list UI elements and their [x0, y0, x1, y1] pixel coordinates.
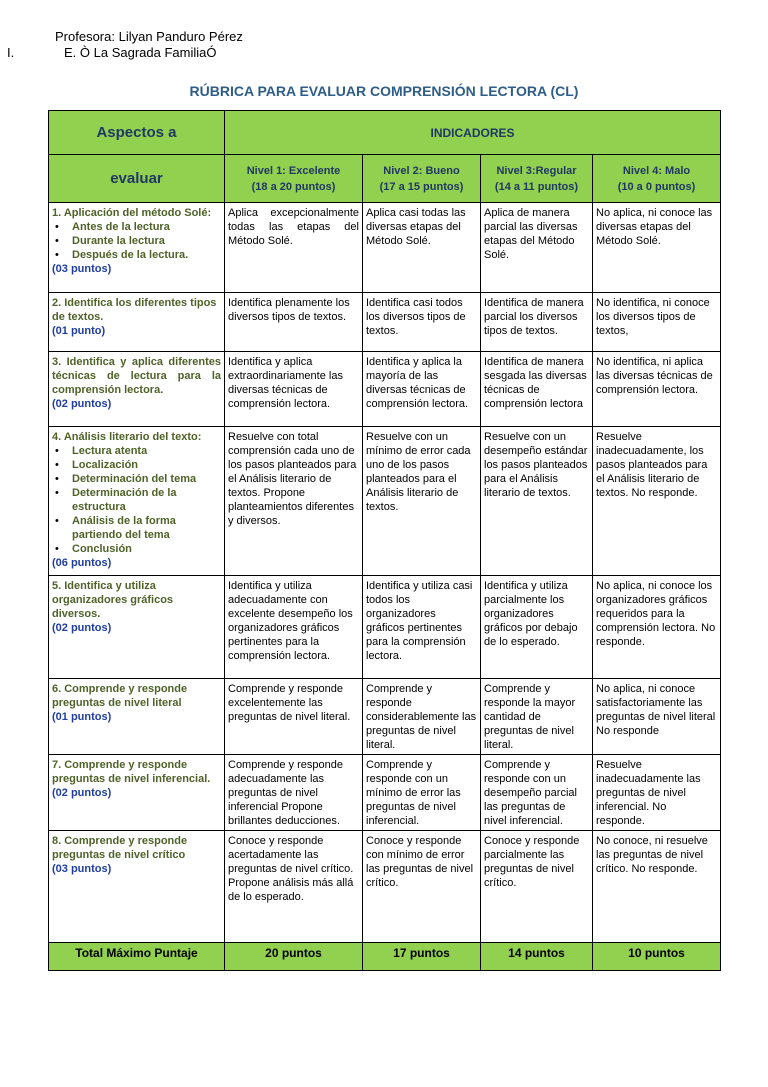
teacher-name: Profesora: Lilyan Panduro Pérez: [55, 29, 243, 44]
indicator-cell: Resuelve inadecuadamente las preguntas de nivel inferencial. No responde.: [593, 755, 721, 831]
indicator-cell: Identifica plenamente los diversos tipos de textos.: [225, 293, 363, 352]
aspect-header-top: Aspectos a: [49, 111, 225, 155]
level-header: Nivel 3:Regular (14 a 11 puntos): [481, 155, 593, 203]
table-row: [49, 576, 721, 679]
table-row: [49, 203, 721, 293]
indicators-header: INDICADORES: [225, 111, 721, 155]
list-number: I.: [7, 45, 15, 60]
indicator-cell: Comprende y responde la mayor cantidad de preguntas de nivel literal.: [481, 679, 593, 755]
indicator-cell: Identifica casi todos los diversos tipos de textos.: [363, 293, 481, 352]
aspect-cell: 7. Comprende y responde preguntas de nivel inferencial. (02 puntos): [49, 755, 225, 831]
indicator-cell: Comprende y responde considerablemente las preguntas de nivel literal.: [363, 679, 481, 755]
indicator-cell: Comprende y responde adecuadamente las preguntas de nivel inferencial Propone brillantes deducciones.: [225, 755, 363, 831]
indicator-cell: Aplica excepcionalmente todas las etapas del Método Solé.: [225, 203, 363, 293]
indicator-cell: No conoce, ni resuelve las preguntas de nivel crítico. No responde.: [593, 831, 721, 943]
indicator-cell: No identifica, ni conoce los diversos tipos de textos,: [593, 293, 721, 352]
list-item: • Durante la lectura: [72, 234, 221, 248]
total-row: [49, 943, 721, 971]
indicator-cell: Identifica y utiliza parcialmente los organizadores gráficos por debajo de lo esperado.: [481, 576, 593, 679]
aspect-cell: 8. Comprende y responde preguntas de nivel crítico (03 puntos): [49, 831, 225, 943]
indicator-cell: Identifica de manera parcial los diversos tipos de textos.: [481, 293, 593, 352]
total-value: 20 puntos: [225, 943, 363, 971]
indicator-cell: Comprende y responde excelentemente las preguntas de nivel literal.: [225, 679, 363, 755]
list-item: • Conclusión: [72, 542, 221, 556]
indicator-cell: Conoce y responde parcialmente las preguntas de nivel crítico.: [481, 831, 593, 943]
level-header: Nivel 2: Bueno (17 a 15 puntos): [363, 155, 481, 203]
page-title: RÚBRICA PARA EVALUAR COMPRENSIÓN LECTORA (CL): [189, 83, 579, 99]
indicator-cell: Aplica casi todas las diversas etapas del Método Solé.: [363, 203, 481, 293]
indicator-cell: Conoce y responde con mínimo de error las preguntas de nivel crítico.: [363, 831, 481, 943]
indicator-cell: Comprende y responde con un mínimo de error las preguntas de nivel inferencial.: [363, 755, 481, 831]
total-value: 17 puntos: [363, 943, 481, 971]
list-item: • Localización: [72, 458, 221, 472]
indicator-cell: Conoce y responde acertadamente las preguntas de nivel crítico. Propone análisis más allá de lo esperado.: [225, 831, 363, 943]
indicator-cell: Resuelve con un desempeño estándar los pasos planteados para el Análisis literario de textos.: [481, 427, 593, 576]
aspect-cell: 2. Identifica los diferentes tipos de textos. (01 punto): [49, 293, 225, 352]
aspect-cell: 6. Comprende y responde preguntas de nivel literal (01 puntos): [49, 679, 225, 755]
table-row: [49, 352, 721, 427]
table-row: [49, 831, 721, 943]
aspect-header-bottom: evaluar: [49, 155, 225, 203]
table-row: [49, 293, 721, 352]
aspect-cell: 3. Identifica y aplica diferentes técnicas de lectura para la comprensión lectora. (02 puntos): [49, 352, 225, 427]
indicator-cell: No identifica, ni aplica las diversas técnicas de comprensión lectora.: [593, 352, 721, 427]
list-item: • Determinación de la estructura: [72, 486, 221, 514]
list-item: • Determinación del tema: [72, 472, 221, 486]
aspect-cell: 4. Análisis literario del texto: • Lectura atenta • Localización • Determinación del tema • Determinación de la estructura • Análisis de la forma partiendo del tema • Conclusión (06 puntos): [49, 427, 225, 576]
total-value: 10 puntos: [593, 943, 721, 971]
level-header: Nivel 1: Excelente (18 a 20 puntos): [225, 155, 363, 203]
rubric-table: [48, 110, 721, 971]
level-header: Nivel 4: Malo (10 a 0 puntos): [593, 155, 721, 203]
indicator-cell: Identifica y utiliza adecuadamente con excelente desempeño los organizadores gráficos pertinentes para la comprensión lectora.: [225, 576, 363, 679]
indicator-cell: Aplica de manera parcial las diversas etapas del Método Solé.: [481, 203, 593, 293]
list-item: • Análisis de la forma partiendo del tema: [72, 514, 221, 542]
aspect-cell: 1. Aplicación del método Solé: • Antes de la lectura • Durante la lectura • Después de la lectura. (03 puntos): [49, 203, 225, 293]
indicator-cell: No aplica, ni conoce las diversas etapas del Método Solé.: [593, 203, 721, 293]
aspect-cell: 5. Identifica y utiliza organizadores gráficos diversos. (02 puntos): [49, 576, 225, 679]
indicator-cell: No aplica, ni conoce satisfactoriamente las preguntas de nivel literal No responde: [593, 679, 721, 755]
indicator-cell: Identifica y aplica la mayoría de las diversas técnicas de comprensión lectora.: [363, 352, 481, 427]
total-label: Total Máximo Puntaje: [49, 943, 225, 971]
indicator-cell: Identifica de manera sesgada las diversas técnicas de comprensión lectora: [481, 352, 593, 427]
table-row: [49, 427, 721, 576]
list-item: • Después de la lectura.: [72, 248, 221, 262]
indicator-cell: No aplica, ni conoce los organizadores gráficos requeridos para la comprensión lectora. No responde.: [593, 576, 721, 679]
indicator-cell: Resuelve con un mínimo de error cada uno de los pasos planteados para el Análisis literario de textos.: [363, 427, 481, 576]
indicator-cell: Resuelve inadecuadamente, los pasos planteados para el Análisis literario de textos. No responde.: [593, 427, 721, 576]
table-row: [49, 755, 721, 831]
list-item: • Lectura atenta: [72, 444, 221, 458]
indicator-cell: Resuelve con total comprensión cada uno de los pasos planteados para el Análisis literario de textos. Propone planteamientos diferentes y diversos.: [225, 427, 363, 576]
indicator-cell: Identifica y utiliza casi todos los organizadores gráficos pertinentes para la comprensión lectora.: [363, 576, 481, 679]
indicator-cell: Identifica y aplica extraordinariamente las diversas técnicas de comprensión lectora.: [225, 352, 363, 427]
total-value: 14 puntos: [481, 943, 593, 971]
table-row: [49, 679, 721, 755]
school-name: E. Ò La Sagrada FamiliaÓ: [64, 45, 217, 60]
indicator-cell: Comprende y responde con un desempeño parcial las preguntas de nivel inferencial.: [481, 755, 593, 831]
list-item: • Antes de la lectura: [72, 220, 221, 234]
